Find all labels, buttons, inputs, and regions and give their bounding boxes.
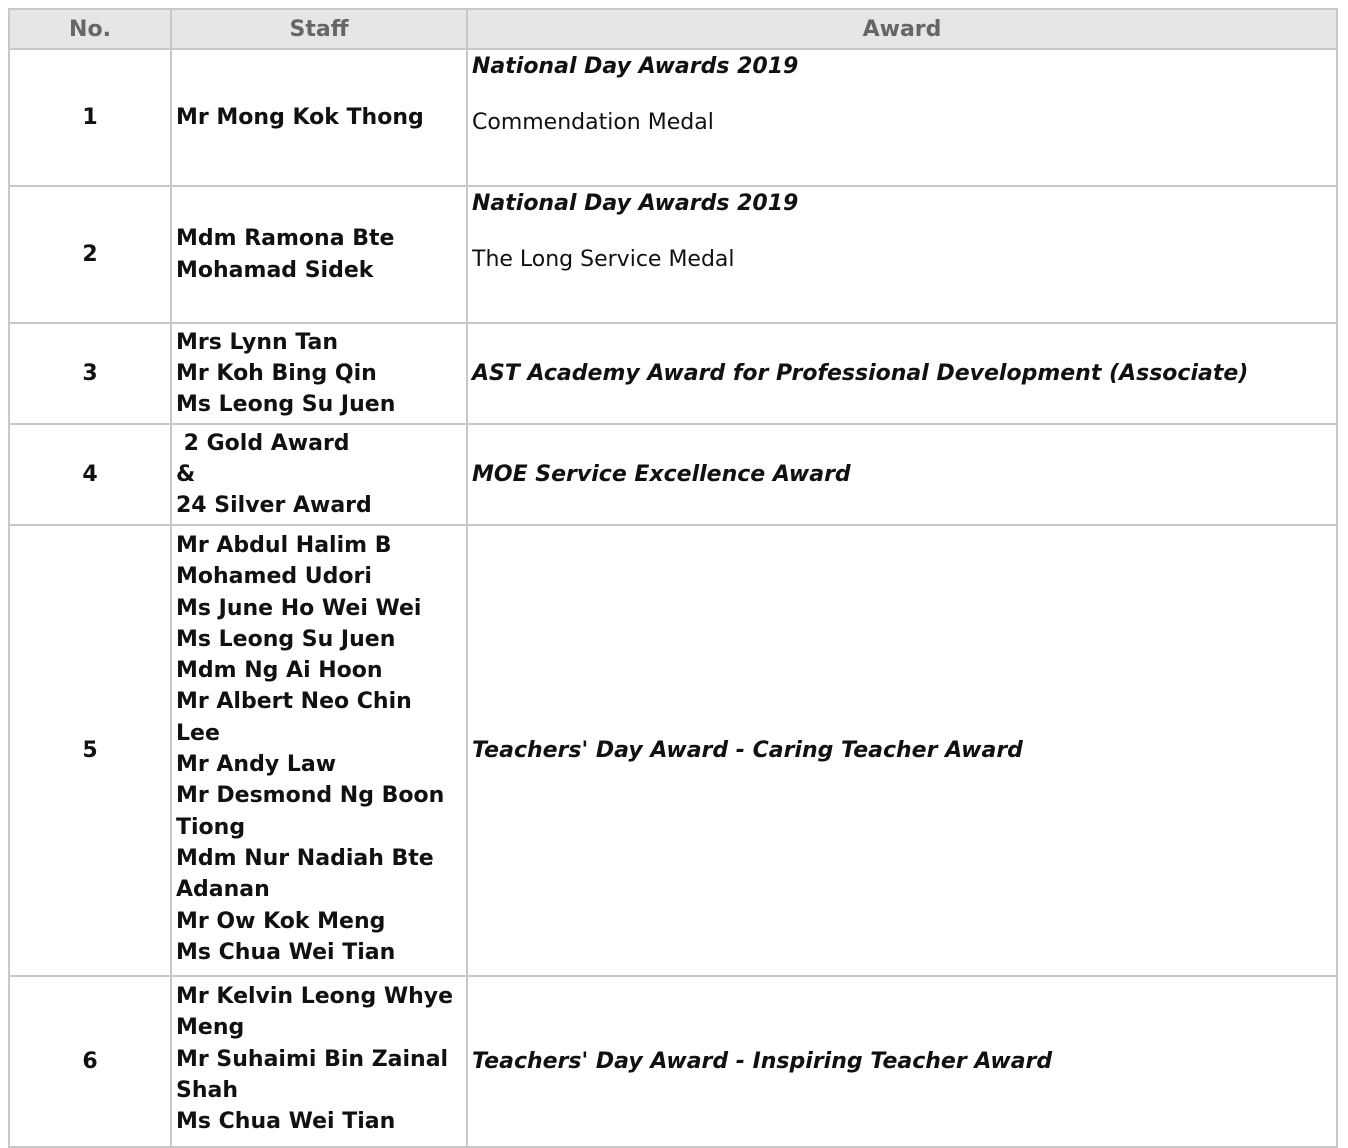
staff-name: Ms Chua Wei Tian — [176, 939, 396, 965]
staff-name: 2 Gold Award — [176, 430, 350, 456]
staff-cell — [171, 186, 467, 323]
staff-name: & — [176, 461, 196, 487]
award-title: National Day Awards 2019 — [472, 54, 799, 79]
staff-list — [176, 102, 462, 133]
staff-cell — [171, 525, 467, 976]
row-number: 2 — [9, 186, 171, 323]
staff-name: Shah — [176, 1077, 239, 1103]
staff-name: Mdm Ramona Bte — [176, 226, 395, 252]
row-number: 6 — [9, 976, 171, 1147]
awards-table-container — [8, 8, 1336, 1148]
row-number: 3 — [9, 323, 171, 424]
staff-cell — [171, 976, 467, 1147]
table-row — [9, 49, 1337, 186]
award-cell — [467, 49, 1337, 186]
row-number: 4 — [9, 424, 171, 525]
row-number: 5 — [9, 525, 171, 976]
staff-cell — [171, 424, 467, 525]
staff-name: 24 Silver Award — [176, 493, 372, 519]
staff-name: Mrs Lynn Tan — [176, 329, 339, 355]
award-cell — [467, 976, 1337, 1147]
award-title: MOE Service Excellence Award — [472, 462, 851, 487]
staff-list — [176, 223, 462, 286]
staff-list — [176, 428, 462, 522]
staff-name: Mr Albert Neo Chin Lee — [176, 689, 412, 746]
staff-name: Ms Leong Su Juen — [176, 392, 396, 418]
awards-table — [8, 8, 1338, 1148]
staff-name: Ms Leong Su Juen — [176, 626, 396, 652]
award-detail: Commendation Medal — [472, 110, 714, 135]
award-detail: The Long Service Medal — [472, 247, 735, 272]
award-title: AST Academy Award for Professional Development (Associate) — [472, 361, 1249, 386]
staff-name: Ms June Ho Wei Wei — [176, 595, 422, 621]
staff-name: Mdm Ng Ai Hoon — [176, 658, 383, 684]
table-header — [9, 9, 1337, 49]
staff-name: Mr Ow Kok Meng — [176, 908, 386, 934]
table-body — [9, 49, 1337, 1147]
table-row — [9, 976, 1337, 1147]
staff-cell — [171, 323, 467, 424]
staff-name: Mr Koh Bing Qin — [176, 360, 377, 386]
header-no: No. — [9, 9, 171, 49]
award-cell — [467, 424, 1337, 525]
staff-name: Mr Kelvin Leong Whye — [176, 984, 454, 1009]
staff-name: Adanan — [176, 877, 270, 903]
award-title: Teachers' Day Award - Inspiring Teacher Award — [472, 1049, 1053, 1074]
staff-name: Mr Mong Kok Thong — [176, 104, 424, 130]
award-cell — [467, 525, 1337, 976]
staff-name: Mr Andy Law — [176, 752, 337, 778]
staff-name: Mohamed Udori — [176, 564, 372, 590]
table-row — [9, 323, 1337, 424]
staff-name: Tiong — [176, 814, 246, 840]
header-staff: Staff — [171, 9, 467, 49]
table-row — [9, 525, 1337, 976]
table-row — [9, 186, 1337, 323]
award-cell — [467, 323, 1337, 424]
award-title: Teachers' Day Award - Caring Teacher Award — [472, 738, 1023, 763]
staff-name: Mr Abdul Halim B — [176, 533, 392, 558]
staff-name: Mdm Nur Nadiah Bte — [176, 845, 434, 871]
header-award: Award — [467, 9, 1337, 49]
staff-cell — [171, 49, 467, 186]
row-number: 1 — [9, 49, 171, 186]
award-title: National Day Awards 2019 — [472, 191, 799, 216]
staff-name: Meng — [176, 1015, 245, 1041]
table-row — [9, 424, 1337, 525]
header-row — [9, 9, 1337, 49]
staff-name: Ms Chua Wei Tian — [176, 1109, 396, 1135]
staff-list — [176, 981, 462, 1137]
staff-name: Mr Desmond Ng Boon — [176, 783, 445, 809]
staff-name: Mr Suhaimi Bin Zainal — [176, 1046, 449, 1072]
staff-name: Mohamad Sidek — [176, 257, 374, 283]
award-cell — [467, 186, 1337, 323]
staff-list — [176, 530, 462, 968]
staff-list — [176, 327, 462, 421]
